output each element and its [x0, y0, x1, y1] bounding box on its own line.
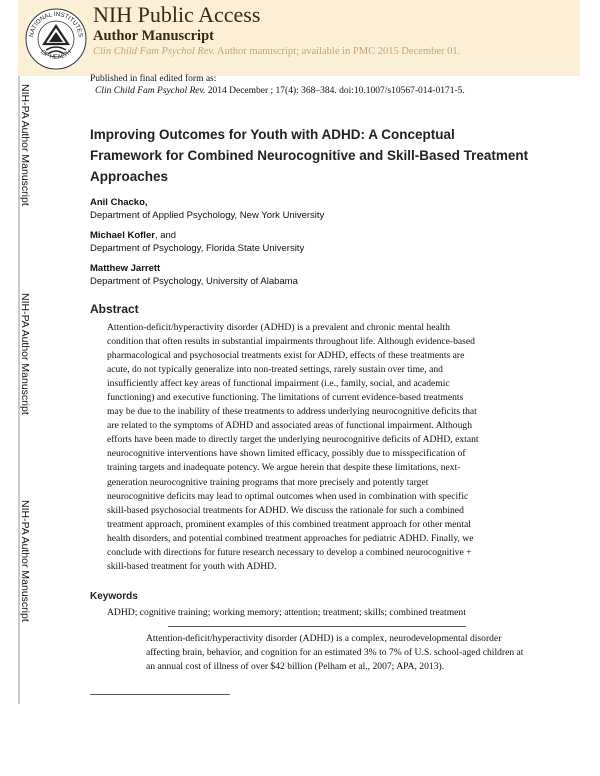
published-citation: [95, 86, 465, 96]
nih-public-access-title: NIH Public Access: [93, 2, 261, 27]
published-details: 2014 December ; 17(4): 368–384. doi:10.1007/s10567-014-0171-5.: [205, 86, 465, 96]
author-name: Matthew Jarrett: [90, 263, 161, 274]
section-divider: [168, 626, 466, 627]
author-affiliation: Department of Psychology, Florida State University: [90, 243, 305, 254]
side-label-3: NIH-PA Author Manuscript: [19, 500, 31, 622]
side-label-2: NIH-PA Author Manuscript: [19, 293, 31, 415]
abstract-body: Attention-deficit/hyperactivity disorder (ADHD) is a prevalent and chronic mental health condition that often results in substantial impairments throughout life. Although evidence-based pharmacological and psychosocial treatments exist for ADHD, effects of these treatments are acute, do not typically generalize into non-treated settings, rarely sustain over time, and insufficiently affect key areas of functional impairment (i.e., family, social, and academic functioning) and executive functioning. The limitations of current evidence-based treatments may be due to the inability of these treatments to address underlying neurocognitive deficits that are related to the symptoms of ADHD and associated areas of functional impairment. Although efforts have been made to directly target the underlying neurocognitive deficits of ADHD, extant neurocognitive interventions have shown limited efficacy, possibly due to misspecification of training targets and inadequate potency. We argue herein that despite these limitations, next-generation neurocognitive training programs that more precisely and potently target neurocognitive deficits may lead to optimal outcomes when used in combination with specific skill-based psychosocial treatments for ADHD. We discuss the rationale for such a combined treatment approach, prominent examples of this combined treatment approach for other mental health disorders, and potential combined treatment approaches for pediatric ADHD. Finally, we conclude with directions for future research necessary to develop a combined neurocognitive + skill-based treatment for youth with ADHD.: [107, 322, 479, 572]
keywords-list: ADHD; cognitive training; working memory; attention; treatment; skills; combined treatment: [107, 607, 466, 618]
logo-text-bottom: OF HEALTH: [39, 48, 73, 61]
body-paragraph: Attention-deficit/hyperactivity disorder (ADHD) is a complex, neurodevelopmental disorder affecting brain, behavior, and cognition for an estimated 3% to 7% of U.S. school-aged children at an annual cost of illness of over $42 billion (Pelham et al., 2007; APA, 2013).: [146, 633, 524, 672]
article-title: Improving Outcomes for Youth with ADHD: A Conceptual Framework for Combined Neurocognitive and Skill-Based Treatment Approaches: [90, 127, 529, 184]
nih-logo: [24, 6, 88, 70]
banner-availability: Author manuscript; available in PMC 2015 December 01.: [215, 46, 461, 57]
author-affiliation: Department of Psychology, University of Alabama: [90, 276, 298, 287]
side-label-1: NIH-PA Author Manuscript: [19, 84, 31, 206]
author-name: [90, 230, 176, 241]
author-name-text: Michael Kofler: [90, 230, 155, 241]
author-name: Anil Chacko,: [90, 197, 148, 208]
author-manuscript-label: Author Manuscript: [93, 28, 214, 44]
banner-journal: Clin Child Fam Psychol Rev.: [93, 46, 215, 57]
availability-banner: [93, 46, 460, 57]
published-label: Published in final edited form as:: [90, 74, 217, 84]
keywords-heading: Keywords: [90, 591, 138, 602]
published-journal: Clin Child Fam Psychol Rev.: [95, 86, 206, 96]
abstract-heading: Abstract: [90, 302, 139, 316]
author-affiliation: Department of Applied Psychology, New York University: [90, 210, 325, 221]
footnote-divider: [90, 694, 230, 695]
logo-text-top: NATIONAL INSTITUTES: [28, 10, 84, 38]
author-name-suffix: , and: [154, 230, 177, 241]
